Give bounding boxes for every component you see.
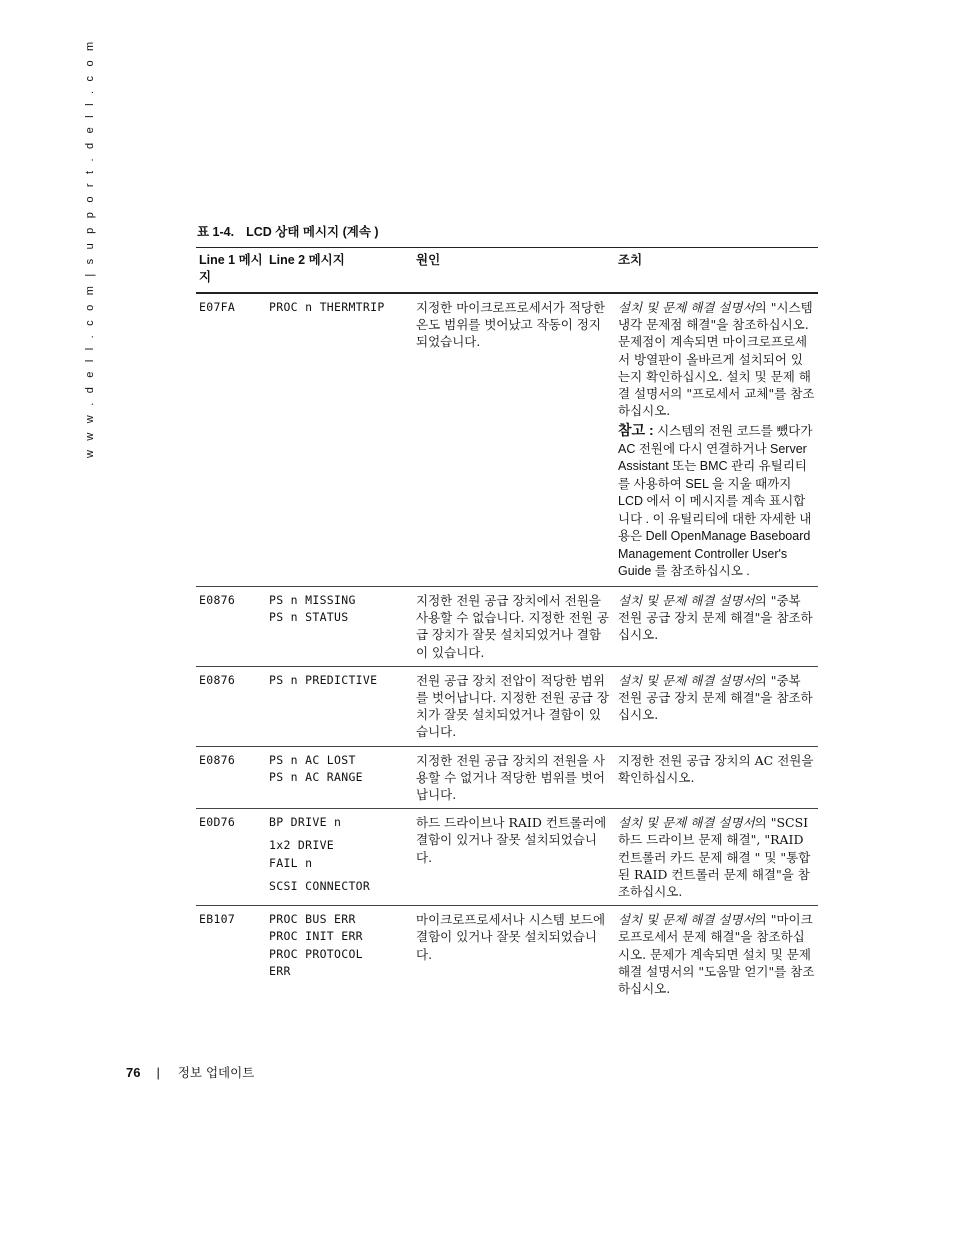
page-number: 76	[126, 1065, 141, 1080]
note-block: 참고 : 시스템의 전원 코드를 뺐다가 AC 전원에 다시 연결하거나 Server Assistant 또는 BMC 관리 유틸리티를 사용하여 SEL 을 지울 때까지 LCD 에서 이 메시지를 계속 표시합니다 . 이 유틸리티에 대한 자세한 내용은 Dell OpenManage Baseboard Management Controller User's Guide 를 참조하십시오 .	[618, 422, 813, 579]
note-label: 참고 :	[618, 422, 654, 439]
table-row	[196, 666, 818, 746]
table-row	[196, 746, 818, 809]
footer-title: 정보 업데이트	[177, 1065, 255, 1080]
table-row	[196, 293, 818, 586]
line2-message: PROC n THERMTRIP	[266, 293, 413, 586]
cause-cell: 지정한 마이크로프로세서가 적당한 온도 범위를 벗어났고 작동이 정지되었습니다.	[413, 293, 615, 586]
action-cell: 설치 및 문제 해결 설명서의 "마이크로프로세서 문제 해결"을 참조하십시오. 문제가 계속되면 설치 및 문제 해결 설명서의 "도움말 얻기"를 참조하십시오.	[618, 912, 815, 996]
table-caption	[197, 222, 391, 240]
line1-code: E0876	[196, 586, 266, 666]
line2-message: PROC BUS ERR PROC INIT ERR PROC PROTOCOL ERR	[269, 912, 363, 978]
sidebar-url: w w w . d e l l . c o m | s u p p o r t . d e l l . c o m	[84, 38, 96, 458]
line1-code: E07FA	[196, 293, 266, 586]
table-row	[196, 906, 818, 1003]
line2-message: PS n AC LOST PS n AC RANGE	[266, 746, 413, 809]
action-cell: 설치 및 문제 해결 설명서의 "SCSI 하드 드라이브 문제 해결", "RAID 컨트롤러 카드 문제 해결 " 및 "통합된 RAID 컨트롤러 문제 해결"을 참조하십시오.	[615, 809, 818, 906]
table-row	[196, 809, 818, 906]
footer-separator: |	[156, 1065, 160, 1080]
line2-message: BP DRIVE n 1x2 DRIVE FAIL n SCSI CONNECTOR	[266, 809, 413, 906]
line1-code: E0876	[196, 666, 266, 746]
header-line2: Line 2 메시지	[266, 248, 413, 294]
table-row	[196, 586, 818, 666]
page-footer	[126, 1063, 254, 1081]
cause-cell: 마이크로프로세서나 시스템 보드에 결함이 있거나 잘못 설치되었습니다.	[416, 912, 606, 962]
action-cell: 설치 및 문제 해결 설명서의 "시스템 냉각 문제점 해결"을 참조하십시오. 문제점이 계속되면 마이크로프로세서 방열판이 올바르게 설치되어 있는지 확인하십시오. 설치 및 문제 해결 설명서의 "프로세서 교체"를 참조하십시오. 참고 : 시스템의 전원 코드를 뺐다가 AC 전원에 다시 연결하거나 Server Assistant 또는 BMC 관리 유틸리티를 사용하여 SEL 을 지울 때까지 LCD 에서 이 메시지를 계속 표시합니다 . 이 유틸리티에 대한 자세한 내용은 Dell OpenManage Baseboard Management Controller User's Guide 를 참조하십시오 .	[615, 293, 818, 586]
lcd-message-table	[196, 247, 818, 1002]
table-title: LCD 상태 메시지 (계속 )	[246, 225, 379, 239]
line2-message: PS n MISSING PS n STATUS	[266, 586, 413, 666]
action-cell: 설치 및 문제 해결 설명서의 "중복 전원 공급 장치 문제 해결"을 참조하십시오.	[615, 586, 818, 666]
header-line1: Line 1 메시지	[196, 248, 266, 294]
table-header-row	[196, 248, 818, 294]
cause-cell: 전원 공급 장치 전압이 적당한 범위를 벗어납니다. 지정한 전원 공급 장치가 잘못 설치되었거나 결함이 있습니다.	[413, 666, 615, 746]
line1-code: E0D76	[196, 809, 266, 906]
action-cell: 지정한 전원 공급 장치의 AC 전원을 확인하십시오.	[615, 746, 818, 809]
table-number: 표 1-4.	[197, 225, 235, 239]
header-action: 조치	[615, 248, 818, 294]
cause-cell: 지정한 전원 공급 장치의 전원을 사용할 수 없거나 적당한 범위를 벗어납니다.	[413, 746, 615, 809]
cause-cell: 하드 드라이브나 RAID 컨트롤러에 결함이 있거나 잘못 설치되었습니다.	[413, 809, 615, 906]
line1-code: EB107	[199, 912, 236, 927]
cause-cell: 지정한 전원 공급 장치에서 전원을 사용할 수 없습니다. 지정한 전원 공급 장치가 잘못 설치되었거나 결함이 있습니다.	[413, 586, 615, 666]
action-cell: 설치 및 문제 해결 설명서의 "중복 전원 공급 장치 문제 해결"을 참조하십시오.	[615, 666, 818, 746]
line1-code: E0876	[196, 746, 266, 809]
header-cause: 원인	[413, 248, 615, 294]
line2-message: PS n PREDICTIVE	[266, 666, 413, 746]
